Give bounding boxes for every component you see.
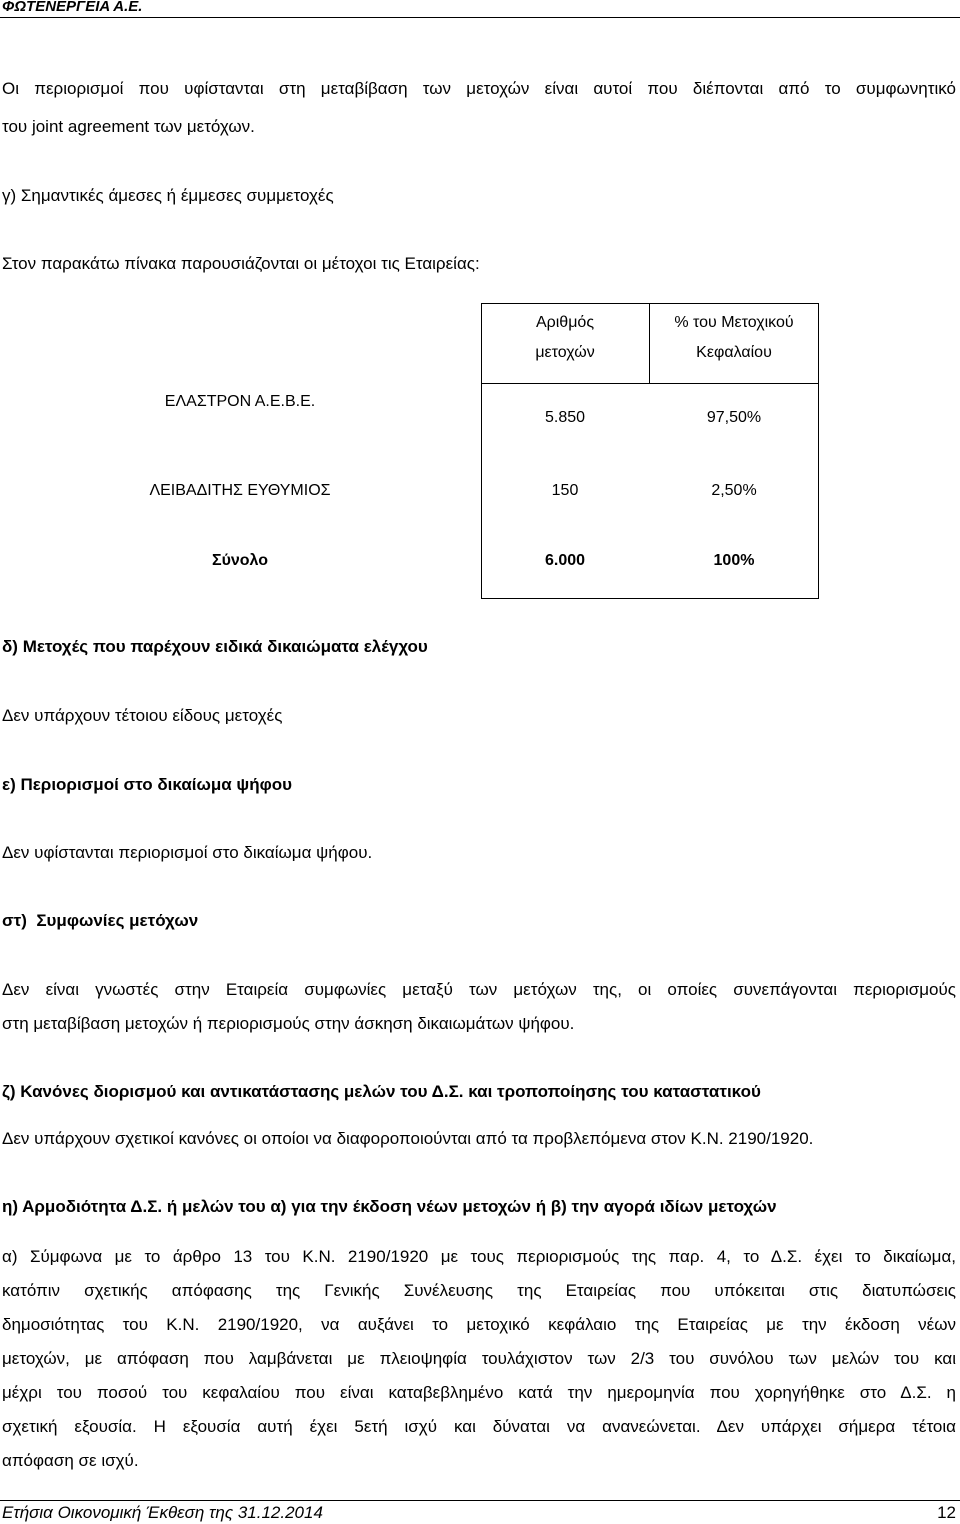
section-st-line-2: στη μεταβίβαση μετοχών ή περιορισμούς στην άσκηση δικαιωμάτων ψήφου. bbox=[2, 1014, 575, 1033]
section-d-text: Δεν υπάρχουν τέτοιου είδους μετοχές bbox=[2, 706, 283, 725]
table-total-shares: 6.000 bbox=[544, 552, 586, 569]
col-header-shares-l2: μετοχών bbox=[535, 344, 595, 361]
table-header-divider bbox=[481, 383, 819, 384]
section-z-heading: ζ) Κανόνες διορισμού και αντικατάστασης μελών του Δ.Σ. και τροποποίησης του καταστατικού bbox=[2, 1082, 761, 1101]
col-header-percent-l2: Κεφαλαίου bbox=[696, 344, 772, 361]
table-row-1-percent: 97,50% bbox=[706, 409, 762, 426]
header-rule bbox=[0, 17, 960, 18]
section-h-line-7: απόφαση σε ισχύ. bbox=[2, 1451, 139, 1470]
section-h-line-6: σχετική εξουσία. Η εξουσία αυτή έχει 5ετή ισχύ και δύναται να ανανεώνεται. Δεν υπάρχει σήμερα τέτοια bbox=[2, 1417, 956, 1436]
footer-title: Ετήσια Οικονομική Έκθεση της 31.12.2014 bbox=[2, 1503, 323, 1522]
company-header: ΦΩΤΕΝΕΡΓΕΙΑ Α.Ε. bbox=[2, 0, 143, 15]
section-h-line-2: κατόπιν σχετικής απόφασης της Γενικής Συνέλευσης της Εταιρείας που υπόκειται στις διατυπώσεις bbox=[2, 1281, 956, 1300]
section-st-line-1: Δεν είναι γνωστές στην Εταιρεία συμφωνίες μεταξύ των μετόχων της, οι οποίες συνεπάγονται περιορισμούς bbox=[2, 980, 956, 999]
section-d-heading: δ) Μετοχές που παρέχουν ειδικά δικαιώματα ελέγχου bbox=[2, 637, 428, 656]
intro-line-1: Οι περιορισμοί που υφίστανται στη μεταβίβαση των μετοχών είναι αυτοί που διέπονται από το συμφωνητικό bbox=[2, 79, 956, 98]
section-h-line-1: α) Σύμφωνα με το άρθρο 13 του Κ.Ν. 2190/1920 με τους περιορισμούς της παρ. 4, το Δ.Σ. έχει το δικαίωμα, bbox=[2, 1247, 956, 1266]
table-total-percent: 100% bbox=[713, 552, 755, 569]
table-total-label: Σύνολο bbox=[211, 552, 269, 569]
section-z-text: Δεν υπάρχουν σχετικοί κανόνες οι οποίοι να διαφοροποιούνται από τα προβλεπόμενα στον Κ.Ν. 2190/1920. bbox=[2, 1129, 814, 1148]
intro-line-2: του joint agreement των μετόχων. bbox=[2, 117, 255, 136]
section-e-heading: ε) Περιορισμοί στο δικαίωμα ψήφου bbox=[2, 775, 293, 794]
section-g-text: Στον παρακάτω πίνακα παρουσιάζονται οι μέτοχοι τις Εταιρείας: bbox=[2, 254, 480, 273]
table-row-1-name: ΕΛΑΣΤΡΟΝ Α.Ε.Β.Ε. bbox=[164, 393, 316, 410]
section-g-heading: γ) Σημαντικές άμεσες ή έμμεσες συμμετοχές bbox=[2, 186, 334, 205]
section-h-line-4: μετοχών, με απόφαση που λαμβάνεται με πλειοψηφία τουλάχιστον των 2/3 του συνόλου των μελών του και bbox=[2, 1349, 956, 1368]
col-header-shares-l1: Αριθμός bbox=[535, 314, 595, 331]
footer-rule bbox=[0, 1500, 960, 1501]
section-h-line-5: μέχρι του ποσού του κεφαλαίου που είναι καταβεβλημένο κατά την ημερομηνία που χορηγήθηκε στο Δ.Σ. η bbox=[2, 1383, 956, 1402]
section-h-line-3: δημοσιότητας του Κ.Ν. 2190/1920, να αυξάνει το μετοχικό κεφάλαιο της Εταιρείας με την έκδοση νέων bbox=[2, 1315, 956, 1334]
col-header-percent-l1: % του Μετοχικού bbox=[674, 314, 794, 331]
table-row-2-name: ΛΕΙΒΑΔΙΤΗΣ ΕΥΘΥΜΙΟΣ bbox=[149, 482, 331, 499]
page-number: 12 bbox=[937, 1503, 956, 1522]
table-row-2-shares: 150 bbox=[551, 482, 579, 499]
table-row-2-percent: 2,50% bbox=[711, 482, 757, 499]
section-h-heading: η) Αρμοδιότητα Δ.Σ. ή μελών του α) για την έκδοση νέων μετοχών ή β) την αγορά ιδίων μετοχών bbox=[2, 1197, 777, 1216]
table-row-1-shares: 5.850 bbox=[544, 409, 586, 426]
section-st-heading: στ) Συμφωνίες μετόχων bbox=[2, 911, 199, 930]
section-e-text: Δεν υφίστανται περιορισμοί στο δικαίωμα ψήφου. bbox=[2, 843, 373, 862]
